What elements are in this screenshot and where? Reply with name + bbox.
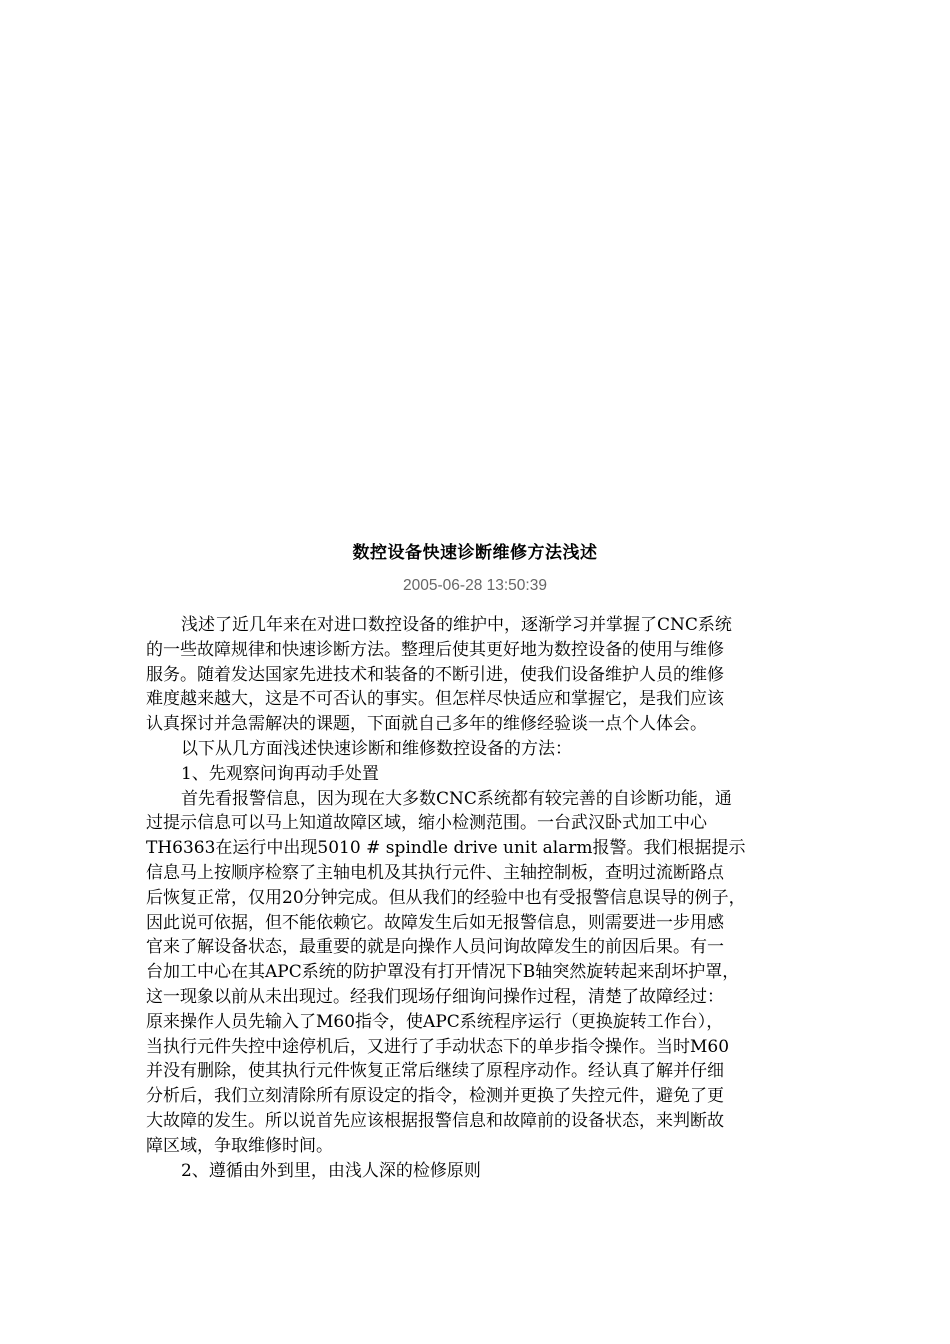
text-line: 当执行元件失控中途停机后，又进行了手动状态下的单步指令操作。当时M60	[146, 1036, 730, 1057]
text-line: 台加工中心在其APC系统的防护罩没有打开情况下B轴突然旋转起来刮坏护罩，	[146, 962, 740, 983]
text-line: 过提示信息可以马上知道故障区域，缩小检测范围。一台武汉卧式加工中心	[146, 813, 707, 834]
text-line: 原来操作人员先输入了M60指令，使APC系统程序运行（更换旋转工作台），	[146, 1011, 724, 1032]
article-title: 数控设备快速诊断维修方法浅述	[352, 543, 598, 563]
text-line: TH6363在运行中出现5010 # spindle drive unit alarm报警。我们根据提示	[146, 838, 746, 859]
text-line: 并没有删除，使其执行元件恢复正常后继续了原程序动作。经认真了解并仔细	[146, 1061, 724, 1082]
text-line: 以下从几方面浅述快速诊断和维修数控设备的方法：	[181, 738, 572, 759]
article-body	[146, 613, 816, 1183]
text-line: 信息马上按顺序检察了主轴电机及其执行元件、主轴控制板，查明过流断路点	[146, 862, 724, 883]
text-line: 首先看报警信息，因为现在大多数CNC系统都有较完善的自诊断功能，通	[181, 788, 732, 809]
text-line: 大故障的发生。所以说首先应该根据报警信息和故障前的设备状态，来判断故	[146, 1110, 724, 1131]
text-line: 1、先观察问询再动手处置	[181, 763, 379, 784]
article-date: 2005-06-28 13:50:39	[403, 577, 547, 594]
text-line: 2、遵循由外到里，由浅人深的检修原则	[181, 1160, 481, 1181]
text-line: 后恢复正常，仅用20分钟完成。但从我们的经验中也有受报警信息误导的例子，	[146, 887, 746, 908]
text-line: 障区域，争取维修时间。	[146, 1135, 333, 1156]
text-line: 分析后，我们立刻清除所有原设定的指令，检测并更换了失控元件，避免了更	[146, 1086, 724, 1107]
text-line: 难度越来越大，这是不可否认的事实。但怎样尽快适应和掌握它，是我们应该	[146, 689, 724, 710]
text-line: 这一现象以前从未出现过。经我们现场仔细询问操作过程，清楚了故障经过：	[146, 986, 724, 1007]
text-line: 因此说可依据，但不能依赖它。故障发生后如无报警信息，则需要进一步用感	[146, 912, 724, 933]
text-line: 服务。随着发达国家先进技术和装备的不断引进，使我们设备维护人员的维修	[146, 664, 724, 685]
text-line: 官来了解设备状态，最重要的就是向操作人员问询故障发生的前因后果。有一	[146, 937, 724, 958]
text-line: 浅述了近几年来在对进口数控设备的维护中，逐渐学习并掌握了CNC系统	[181, 615, 732, 635]
text-line: 认真探讨并急需解决的课题，下面就自己多年的维修经验谈一点个人体会。	[146, 714, 707, 735]
text-line: 的一些故障规律和快速诊断方法。整理后使其更好地为数控设备的使用与维修	[146, 639, 724, 660]
